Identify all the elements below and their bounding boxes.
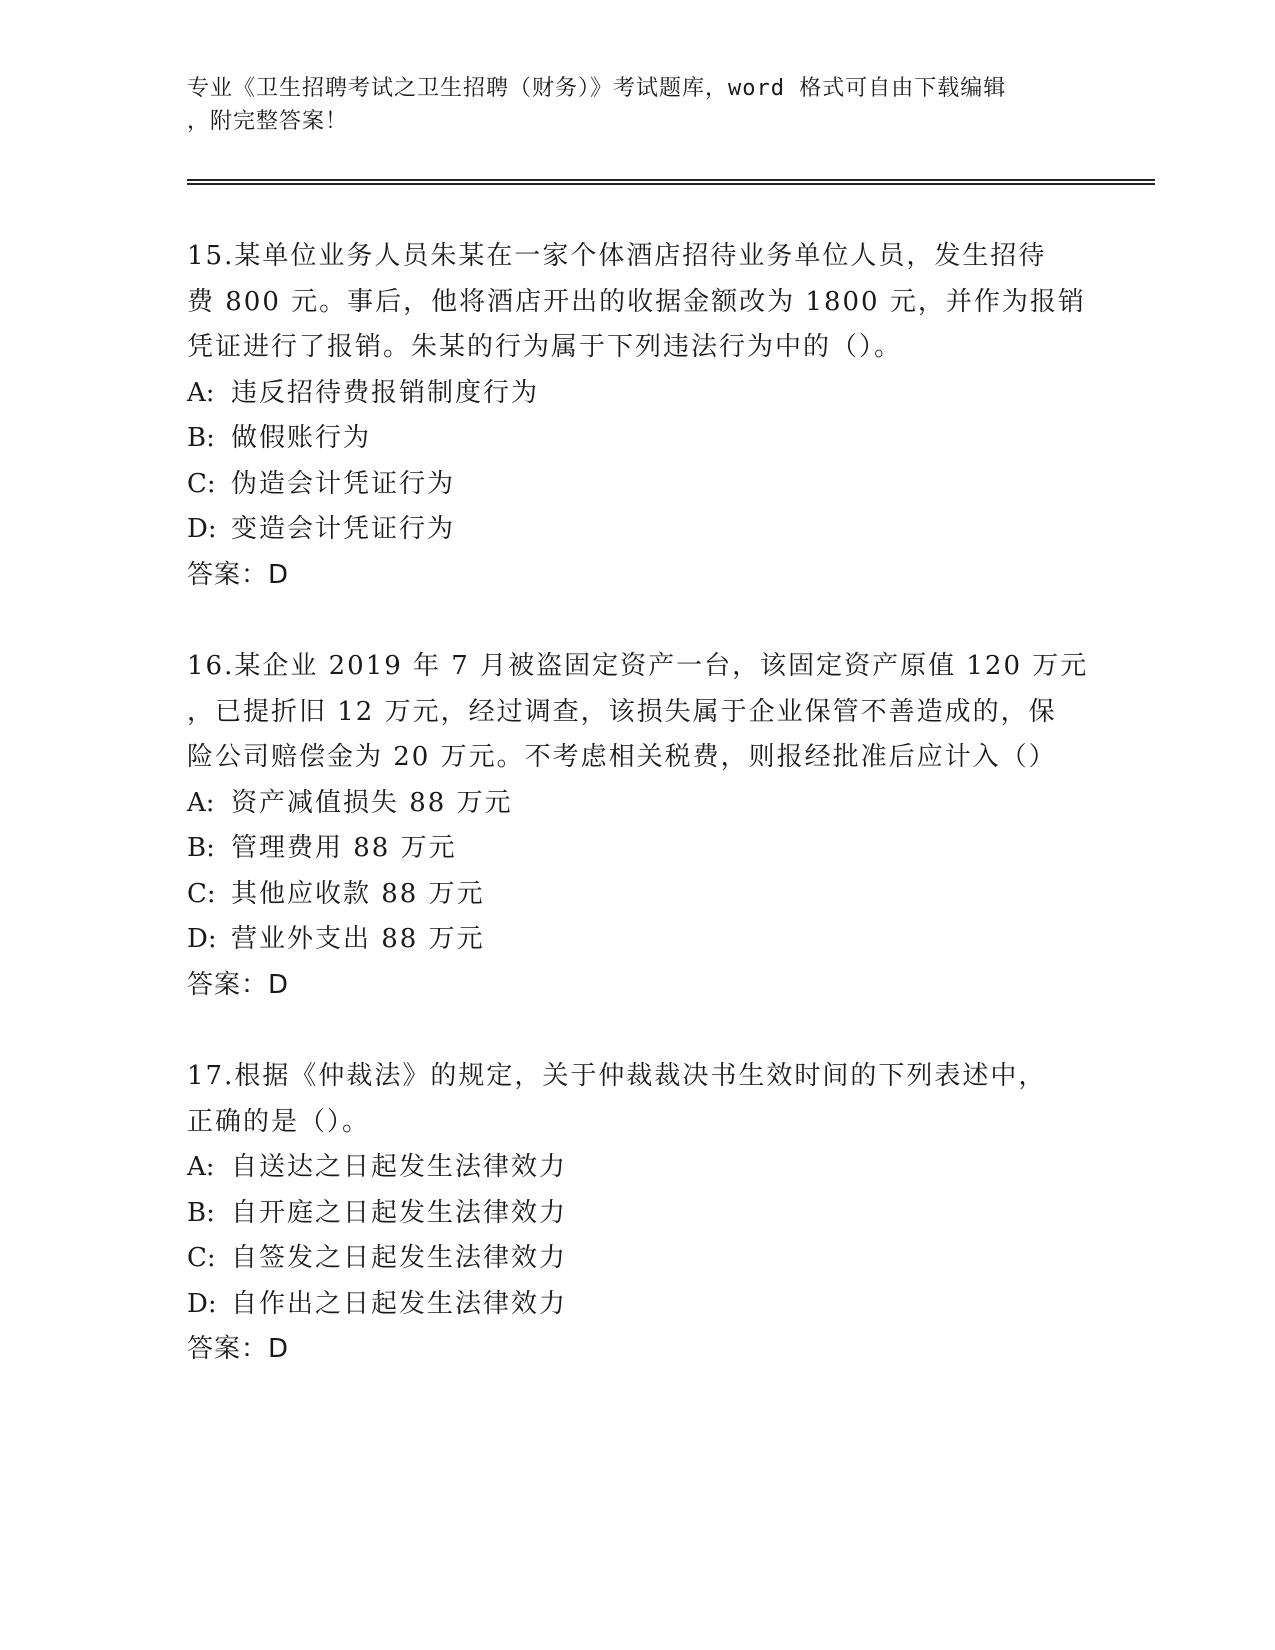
header-divider-bottom — [187, 183, 1155, 185]
document-header — [187, 72, 1087, 138]
option-c — [187, 1236, 1087, 1282]
option-d — [187, 1282, 1087, 1328]
option-d — [187, 507, 1087, 553]
option-b — [187, 826, 1087, 872]
option-text: 自作出之日起发生法律效力 — [231, 1288, 568, 1319]
option-c — [187, 872, 1087, 918]
option-text: 管理费用 88 万元 — [231, 833, 457, 863]
question-16 — [187, 644, 1087, 1008]
question-text-line: 凭证进行了报销。朱某的行为属于下列违法行为中的（）。 — [187, 332, 903, 362]
option-text: 其他应收款 88 万元 — [231, 878, 485, 909]
header-divider-top — [187, 179, 1155, 181]
option-b — [187, 416, 1087, 462]
question-text-line: 费 800 元。事后，他将酒店开出的收据金额改为 1800 元，并作为报销 — [187, 286, 1086, 317]
option-text: 自开庭之日起发生法律效力 — [231, 1197, 568, 1228]
question-text-line: 15.某单位业务人员朱某在一家个体酒店招待业务单位人员，发生招待 — [187, 241, 1047, 271]
answer-line: 答案：D — [187, 969, 290, 1000]
option-a — [187, 781, 1087, 827]
option-letter: C: — [187, 468, 216, 499]
option-b — [187, 1191, 1087, 1237]
option-d — [187, 917, 1087, 963]
option-letter: D: — [187, 514, 217, 544]
option-letter: D: — [187, 924, 217, 954]
option-letter: A: — [187, 1152, 215, 1182]
question-text-line: ，已提折旧 12 万元，经过调查，该损失属于企业保管不善造成的，保 — [187, 696, 1057, 727]
option-letter: B: — [187, 423, 215, 453]
question-17 — [187, 1054, 1087, 1373]
option-c — [187, 462, 1087, 508]
option-letter: A: — [187, 377, 215, 408]
option-text: 自签发之日起发生法律效力 — [231, 1243, 568, 1273]
answer-line: 答案：D — [187, 559, 290, 590]
question-text-line: 16.某企业 2019 年 7 月被盗固定资产一台，该固定资产原值 120 万元 — [187, 651, 1089, 681]
option-text: 违反招待费报销制度行为 — [231, 377, 540, 408]
option-letter: B: — [187, 833, 215, 863]
header-line-2: ，附完整答案！ — [187, 109, 349, 134]
answer-line: 答案：D — [187, 1334, 290, 1364]
option-text: 变造会计凭证行为 — [231, 514, 456, 544]
header-line-1: 专业《卫生招聘考试之卫生招聘（财务）》考试题库，word 格式可自由下载编辑 — [187, 76, 1007, 101]
option-text: 做假账行为 — [231, 423, 372, 453]
option-text: 伪造会计凭证行为 — [231, 468, 456, 499]
option-letter: B: — [187, 1197, 215, 1228]
option-text: 自送达之日起发生法律效力 — [231, 1152, 568, 1182]
option-letter: C: — [187, 878, 216, 909]
option-letter: D: — [187, 1288, 217, 1319]
question-text-line: 17.根据《仲裁法》的规定，关于仲裁裁决书生效时间的下列表述中， — [187, 1061, 1047, 1091]
question-text-line: 险公司赔偿金为 20 万元。不考虑相关税费，则报经批准后应计入（） — [187, 742, 1057, 772]
option-a — [187, 1145, 1087, 1191]
option-text: 资产减值损失 88 万元 — [231, 787, 513, 818]
option-text: 营业外支出 88 万元 — [231, 924, 485, 954]
question-15 — [187, 234, 1087, 598]
option-letter: A: — [187, 787, 215, 818]
option-a — [187, 371, 1087, 417]
option-letter: C: — [187, 1243, 216, 1273]
question-text-line: 正确的是（）。 — [187, 1106, 371, 1137]
